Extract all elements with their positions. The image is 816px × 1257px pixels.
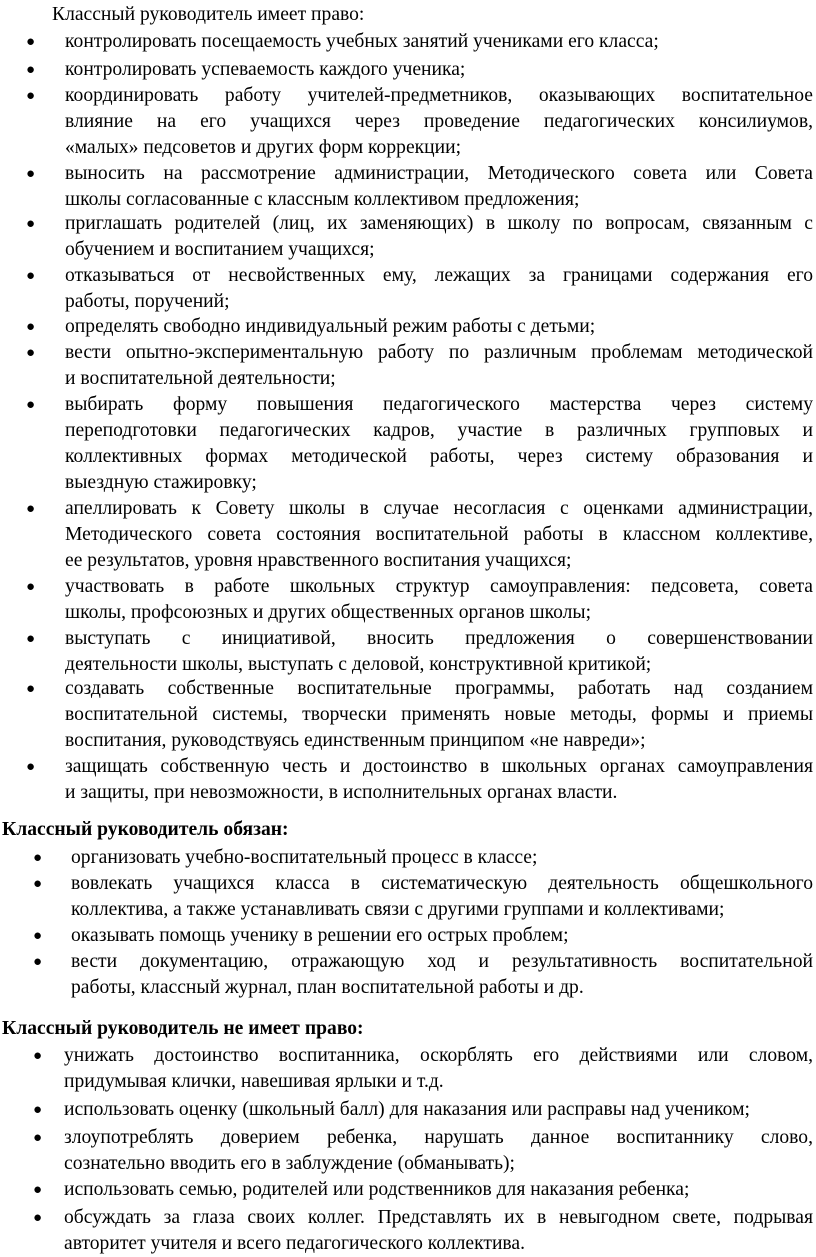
bullet-icon: ● bbox=[33, 876, 43, 892]
bullet-icon: ● bbox=[26, 268, 36, 284]
list-item-continuation bbox=[0, 522, 816, 548]
list-item-text: контролировать успеваемость каждого ученика; bbox=[65, 59, 466, 80]
list-item-text: воспитания, руководствуясь единственным принципом «не навреди»; bbox=[65, 730, 646, 751]
list-item-text: и защиты, при невозможности, в исполнительных органах власти. bbox=[65, 782, 618, 803]
list-item-text: ее результатов, уровня нравственного воспитания учащихся; bbox=[65, 550, 572, 571]
list-item-text: школы согласованные с классным коллективом предложения; bbox=[65, 189, 580, 210]
list-item-text: выступать с инициативой, вносить предложения о совершенствовании bbox=[65, 628, 813, 649]
list-item-continuation bbox=[0, 289, 816, 315]
bullet-icon: ● bbox=[26, 319, 36, 335]
list-item-text: работы, классный журнал, план воспитательной работы и др. bbox=[71, 977, 584, 998]
bullet-icon: ● bbox=[33, 850, 43, 866]
list-item-text: вести документацию, отражающую ход и результативность воспитательной bbox=[71, 951, 813, 972]
bullet-icon: ● bbox=[26, 166, 36, 182]
list-item-text: коллективных формах методической работы, через систему образования и bbox=[65, 446, 813, 467]
list-item-continuation bbox=[0, 652, 816, 678]
bullet-icon: ● bbox=[26, 631, 36, 647]
list-item-text: воспитательной системы, творчески применять новые методы, формы и приемы bbox=[65, 704, 813, 725]
list-item-text: апеллировать к Совету школы в случае несогласия с оценками администрации, bbox=[65, 498, 813, 519]
list-item-text: организовать учебно-воспитательный процесс в классе; bbox=[71, 847, 538, 868]
list-item-text: выбирать форму повышения педагогического мастерства через систему bbox=[65, 394, 813, 415]
list-item-text: вести опытно-экспериментальную работу по различным проблемам методической bbox=[65, 342, 813, 363]
list-item-text: «малых» педсоветов и других форм коррекции; bbox=[65, 137, 462, 158]
list-item-continuation bbox=[0, 1231, 816, 1257]
list-item-text: авторитет учителя и всего педагогического коллектива. bbox=[64, 1233, 526, 1254]
bullet-icon: ● bbox=[33, 1210, 43, 1226]
list-item-text: обсуждать за глаза своих коллег. Представлять их в невыгодном свете, подрывая bbox=[64, 1207, 813, 1228]
list-item-continuation bbox=[0, 1069, 816, 1095]
list-item bbox=[0, 83, 816, 109]
bullet-icon: ● bbox=[33, 1102, 43, 1118]
bullet-icon: ● bbox=[33, 1130, 43, 1146]
bullet-icon: ● bbox=[33, 928, 43, 944]
list-item bbox=[0, 1097, 816, 1123]
section-heading-line bbox=[0, 1016, 816, 1042]
list-item bbox=[0, 1125, 816, 1151]
bullet-icon: ● bbox=[26, 62, 36, 78]
list-item-continuation bbox=[0, 135, 816, 161]
bullet-icon: ● bbox=[33, 1182, 43, 1198]
list-item-continuation bbox=[0, 548, 816, 574]
list-item bbox=[0, 392, 816, 418]
list-item bbox=[0, 1177, 816, 1203]
list-item-continuation bbox=[0, 237, 816, 263]
list-item-continuation bbox=[0, 702, 816, 728]
section-heading: Классный руководитель имеет право: bbox=[52, 4, 365, 25]
bullet-icon: ● bbox=[26, 681, 36, 697]
section-heading: Классный руководитель обязан: bbox=[2, 819, 289, 840]
bullet-icon: ● bbox=[26, 34, 36, 50]
list-item-text: защищать собственную честь и достоинство в школьных органах самоуправления bbox=[65, 756, 813, 777]
list-item bbox=[0, 263, 816, 289]
list-item-text: выездную стажировку; bbox=[65, 472, 257, 493]
list-item-continuation bbox=[0, 728, 816, 754]
list-item bbox=[0, 949, 816, 975]
list-item bbox=[0, 676, 816, 702]
list-item-text: выносить на рассмотрение администрации, Методического совета или Совета bbox=[65, 163, 813, 184]
list-item-text: использовать оценку (школьный балл) для наказания или расправы над учеником; bbox=[64, 1099, 750, 1120]
list-item-text: контролировать посещаемость учебных занятий учениками его класса; bbox=[65, 31, 659, 52]
list-item bbox=[0, 57, 816, 83]
list-item-text: приглашать родителей (лиц, их заменяющих) в школу по вопросам, связанным с bbox=[65, 213, 813, 234]
bullet-icon: ● bbox=[33, 954, 43, 970]
bullet-icon: ● bbox=[26, 501, 36, 517]
section-heading-line bbox=[0, 2, 816, 28]
list-item-continuation bbox=[0, 600, 816, 626]
list-item-text: злоупотреблять доверием ребенка, нарушать данное воспитаннику слово, bbox=[64, 1127, 813, 1148]
list-item-continuation bbox=[0, 187, 816, 213]
list-item-text: создавать собственные воспитательные программы, работать над созданием bbox=[65, 678, 813, 699]
list-item-text: придумывая клички, навешивая ярлыки и т.д. bbox=[64, 1071, 444, 1092]
list-item bbox=[0, 496, 816, 522]
list-item-text: участвовать в работе школьных структур самоуправления: педсовета, совета bbox=[65, 576, 813, 597]
section-heading: Классный руководитель не имеет право: bbox=[2, 1018, 364, 1039]
list-item-continuation bbox=[0, 975, 816, 1001]
list-item-text: отказываться от несвойственных ему, лежащих за границами содержания его bbox=[65, 265, 813, 286]
bullet-icon: ● bbox=[33, 1048, 43, 1064]
list-item-text: вовлекать учащихся класса в систематическую деятельность общешкольного bbox=[71, 873, 813, 894]
list-item bbox=[0, 871, 816, 897]
list-item-continuation bbox=[0, 418, 816, 444]
bullet-icon: ● bbox=[26, 216, 36, 232]
list-item-text: работы, поручений; bbox=[65, 291, 230, 312]
list-item-text: унижать достоинство воспитанника, оскорблять его действиями или словом, bbox=[64, 1045, 813, 1066]
list-item bbox=[0, 29, 816, 55]
list-item-continuation bbox=[0, 780, 816, 806]
list-item-text: определять свободно индивидуальный режим работы с детьми; bbox=[65, 316, 596, 337]
list-item bbox=[0, 754, 816, 780]
list-item bbox=[0, 626, 816, 652]
list-item-text: оказывать помощь ученику в решении его острых проблем; bbox=[71, 925, 569, 946]
list-item-text: переподготовки педагогических кадров, участие в различных групповых и bbox=[65, 420, 813, 441]
list-item-continuation bbox=[0, 366, 816, 392]
list-item-text: деятельности школы, выступать с деловой, конструктивной критикой; bbox=[65, 654, 652, 675]
bullet-icon: ● bbox=[26, 88, 36, 104]
list-item bbox=[0, 845, 816, 871]
section-heading-line bbox=[0, 817, 816, 843]
list-item-text: влияние на его учащихся через проведение педагогических консилиумов, bbox=[65, 111, 813, 132]
list-item-text: сознательно вводить его в заблуждение (обманывать); bbox=[64, 1153, 515, 1174]
list-item-continuation bbox=[0, 444, 816, 470]
bullet-icon: ● bbox=[26, 397, 36, 413]
list-item-text: координировать работу учителей-предметников, оказывающих воспитательное bbox=[65, 85, 813, 106]
list-item-text: обучением и воспитанием учащихся; bbox=[65, 239, 375, 260]
list-item bbox=[0, 161, 816, 187]
list-item-continuation bbox=[0, 897, 816, 923]
list-item bbox=[0, 340, 816, 366]
list-item-continuation bbox=[0, 1151, 816, 1177]
list-item bbox=[0, 211, 816, 237]
list-item-text: коллектива, а также устанавливать связи с другими группами и коллективами; bbox=[71, 899, 725, 920]
bullet-icon: ● bbox=[26, 579, 36, 595]
list-item bbox=[0, 1043, 816, 1069]
list-item-text: школы, профсоюзных и других общественных органов школы; bbox=[65, 602, 592, 623]
list-item-text: и воспитательной деятельности; bbox=[65, 368, 336, 389]
list-item-continuation bbox=[0, 470, 816, 496]
list-item bbox=[0, 574, 816, 600]
list-item bbox=[0, 923, 816, 949]
list-item bbox=[0, 314, 816, 340]
list-item bbox=[0, 1205, 816, 1231]
list-item-text: Методического совета состояния воспитательной работы в классном коллективе, bbox=[65, 524, 813, 545]
bullet-icon: ● bbox=[26, 759, 36, 775]
list-item-continuation bbox=[0, 109, 816, 135]
bullet-icon: ● bbox=[26, 345, 36, 361]
list-item-text: использовать семью, родителей или родственников для наказания ребенка; bbox=[64, 1179, 690, 1200]
